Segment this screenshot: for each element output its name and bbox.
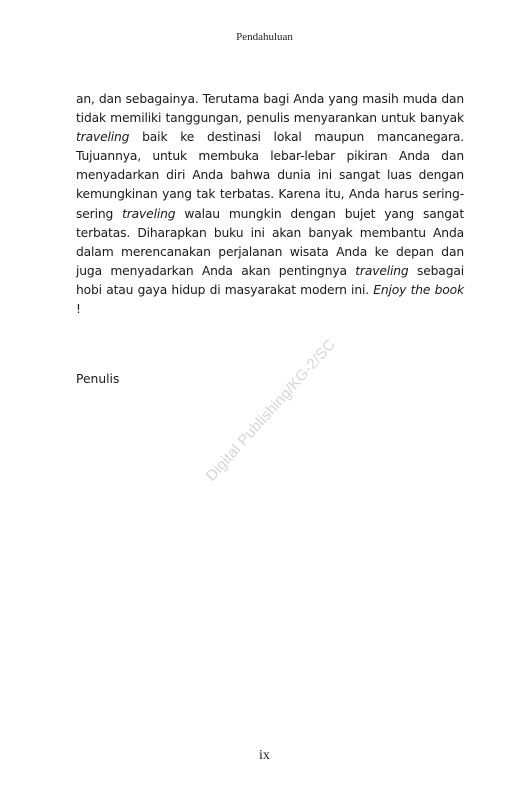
text-segment-italic: Enjoy the book	[373, 282, 464, 297]
text-segment-italic: traveling	[76, 130, 130, 145]
text-segment: sebagai hobi atau gaya hidup di masyarakat modern ini.	[76, 263, 465, 297]
watermark: Digital Publishing/KG-2/SC	[202, 336, 339, 485]
text-segment: baik ke destinasi lokal maupun mancanegara. Tujuannya, untuk membuka lebar-lebar pikiran Anda dan menyadarkan diri Anda bahwa dunia ini sangat luas dengan kemungkinan yang tak terbatas. Karena itu, Anda harus sering-sering	[76, 130, 464, 221]
body-paragraph	[76, 90, 464, 319]
running-head: Pendahuluan	[236, 31, 293, 43]
text-segment: !	[76, 302, 81, 317]
text-segment: walau mungkin dengan bujet yang sangat terbatas. Diharapkan buku ini akan banyak membantu Anda dalam merencanakan perjalanan wisata Anda ke depan dan juga menyadarkan Anda akan pentingnya	[76, 206, 464, 278]
page-number: ix	[259, 748, 270, 763]
text-segment-italic: traveling	[355, 263, 409, 278]
text-segment-italic: traveling	[122, 206, 176, 221]
author-signature: Penulis	[76, 372, 120, 386]
text-segment: an, dan sebagainya. Terutama bagi Anda yang masih muda dan tidak memiliki tanggungan, penulis menyarankan untuk banyak	[76, 92, 464, 126]
